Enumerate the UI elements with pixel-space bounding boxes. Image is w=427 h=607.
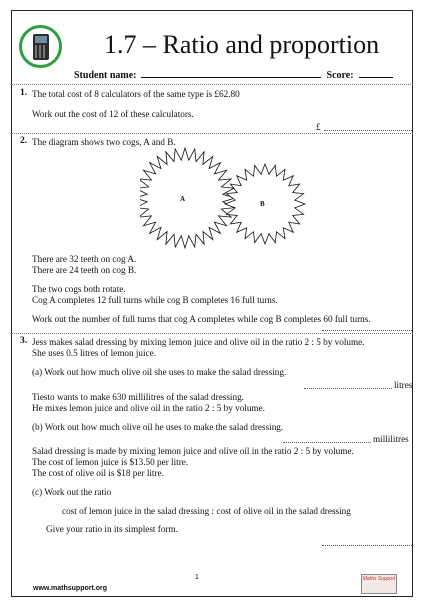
cog-b-icon bbox=[225, 164, 305, 244]
page-number: 1 bbox=[195, 574, 199, 581]
cogs-diagram bbox=[140, 146, 310, 254]
question-1-number: 1. bbox=[20, 88, 28, 98]
q2-rotate: The two cogs both rotate. bbox=[32, 284, 126, 294]
q3-text-3: Tiesto wants to make 630 millilitres of the salad dressing. bbox=[32, 392, 244, 402]
q3c-answer-line[interactable] bbox=[322, 545, 412, 546]
q2-teeth-a: There are 32 teeth on cog A. bbox=[32, 254, 137, 264]
q3a-unit: litres bbox=[394, 380, 413, 390]
q1-answer-line[interactable] bbox=[324, 130, 412, 131]
divider bbox=[11, 84, 413, 85]
score-field[interactable] bbox=[359, 68, 393, 78]
logo-text: Maths Support bbox=[362, 576, 396, 582]
divider bbox=[11, 333, 413, 334]
student-name-label: Student name: bbox=[74, 70, 137, 81]
score-label: Score: bbox=[326, 70, 354, 81]
calculator-icon bbox=[33, 34, 49, 60]
cog-a-label: A bbox=[180, 195, 186, 203]
q3-text-7: The cost of olive oil is $18 per litre. bbox=[32, 468, 164, 478]
q3-text-1: Jess makes salad dressing by mixing lemon juice and olive oil in the ratio 2 : 5 by volume. bbox=[32, 337, 365, 347]
page-title: 1.7 – Ratio and proportion bbox=[104, 30, 380, 59]
cog-b-label: B bbox=[260, 200, 265, 208]
q3-text-2: She uses 0.5 litres of lemon juice. bbox=[32, 348, 157, 358]
student-info-row bbox=[74, 68, 393, 81]
q3-text-5: Salad dressing is made by mixing lemon juice and olive oil in the ratio 2 : 5 by volume. bbox=[32, 446, 354, 456]
footer-url[interactable]: www.mathsupport.org bbox=[33, 585, 108, 592]
maths-support-logo bbox=[361, 574, 397, 594]
calculator-logo bbox=[19, 25, 62, 68]
q3-part-b: (b) Work out how much olive oil he uses to make the salad dressing. bbox=[32, 422, 284, 432]
q3-text-6: The cost of lemon juice is $13.50 per litre. bbox=[32, 457, 189, 467]
q3-ratio-line: cost of lemon juice in the salad dressing : cost of olive oil in the salad dressing bbox=[62, 506, 351, 516]
question-2-number: 2. bbox=[20, 136, 28, 146]
student-name-field[interactable] bbox=[141, 68, 321, 78]
q1-text: The total cost of 8 calculators of the same type is £62.80 bbox=[32, 89, 240, 99]
q2-answer-line[interactable] bbox=[322, 330, 412, 331]
q3-part-a: (a) Work out how much olive oil she uses to make the salad dressing. bbox=[32, 367, 287, 377]
q3a-answer-line[interactable] bbox=[304, 388, 392, 389]
q2-turns: Cog A completes 12 full turns while cog B completes 16 full turns. bbox=[32, 295, 278, 305]
q1-task: Work out the cost of 12 of these calculators. bbox=[32, 109, 194, 119]
q3-part-c: (c) Work out the ratio bbox=[32, 487, 112, 497]
q3b-answer-line[interactable] bbox=[283, 442, 371, 443]
q3b-unit: millilitres bbox=[373, 434, 409, 444]
q3-simplest: Give your ratio in its simplest form. bbox=[46, 524, 178, 534]
q2-teeth-b: There are 24 teeth on cog B. bbox=[32, 265, 137, 275]
cog-a-icon bbox=[140, 148, 235, 248]
q1-currency: £ bbox=[316, 122, 321, 132]
q3-text-4: He mixes lemon juice and olive oil in the ratio 2 : 5 by volume. bbox=[32, 403, 265, 413]
divider bbox=[11, 133, 413, 134]
q2-task: Work out the number of full turns that cog A completes while cog B completes 60 full turns. bbox=[32, 314, 371, 324]
q2-text: The diagram shows two cogs, A and B. bbox=[32, 137, 176, 147]
question-3-number: 3. bbox=[20, 336, 28, 346]
